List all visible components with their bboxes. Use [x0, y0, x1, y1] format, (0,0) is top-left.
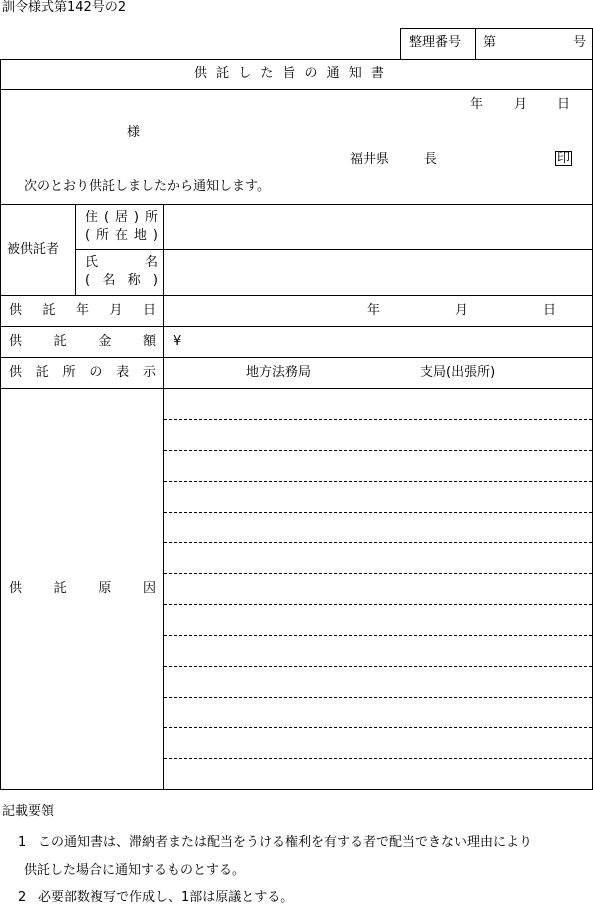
hikyotakusha-label: 被供託者	[7, 242, 60, 257]
note-1-line2: 供託した場合に通知するものとする。	[24, 863, 246, 878]
amount-symbol: ¥	[173, 334, 182, 349]
kyotaku-date-label: 供 託 年 月 日	[9, 303, 156, 318]
dai-label: 第	[483, 35, 497, 50]
note-2-line1: 必要部数複写で作成し、1部は原議とする。	[38, 890, 294, 905]
office-branch: 支局(出張所)	[420, 365, 496, 380]
date-year: 年	[470, 97, 484, 112]
address-label-line2: ( 所 在 地 )	[85, 228, 158, 243]
cause-label: 供 託 原 因	[9, 581, 156, 596]
kyotaku-date-year: 年	[367, 303, 381, 318]
note-1-number: 1	[18, 835, 27, 850]
notes-heading: 記載要領	[2, 804, 55, 819]
form-title: 供 託 し た 旨 の 通 知 書	[194, 66, 384, 81]
date-day: 日	[557, 97, 571, 112]
intro-text: 次のとおり供託しましたから通知します。	[24, 179, 270, 194]
date-month: 月	[514, 97, 528, 112]
addressee-suffix: 様	[127, 125, 141, 140]
office-bureau: 地方法務局	[246, 365, 312, 380]
sender-prefecture: 福井県	[350, 152, 390, 167]
name-label-line2: ( 名 称 )	[85, 273, 158, 288]
office-label: 供 託 所 の 表 示	[9, 365, 156, 380]
name-label-line1: 氏 名	[85, 255, 158, 270]
note-1-line1: この通知書は、滞納者または配当をうける権利を有する者で配当できない理由により	[38, 835, 533, 850]
seiri-bangou-label: 整理番号	[409, 35, 462, 50]
form-number: 訓令様式第142号の2	[2, 0, 127, 15]
kyotaku-date-day: 日	[543, 303, 557, 318]
address-label-line1: 住 ( 居 ) 所	[85, 210, 158, 225]
amount-label: 供 託 金 額	[9, 334, 156, 349]
seal-mark: 印	[557, 151, 571, 166]
sender-chief: 長	[424, 152, 438, 167]
kyotaku-date-month: 月	[455, 303, 469, 318]
gou-label: 号	[573, 35, 587, 50]
note-2-number: 2	[18, 890, 27, 905]
